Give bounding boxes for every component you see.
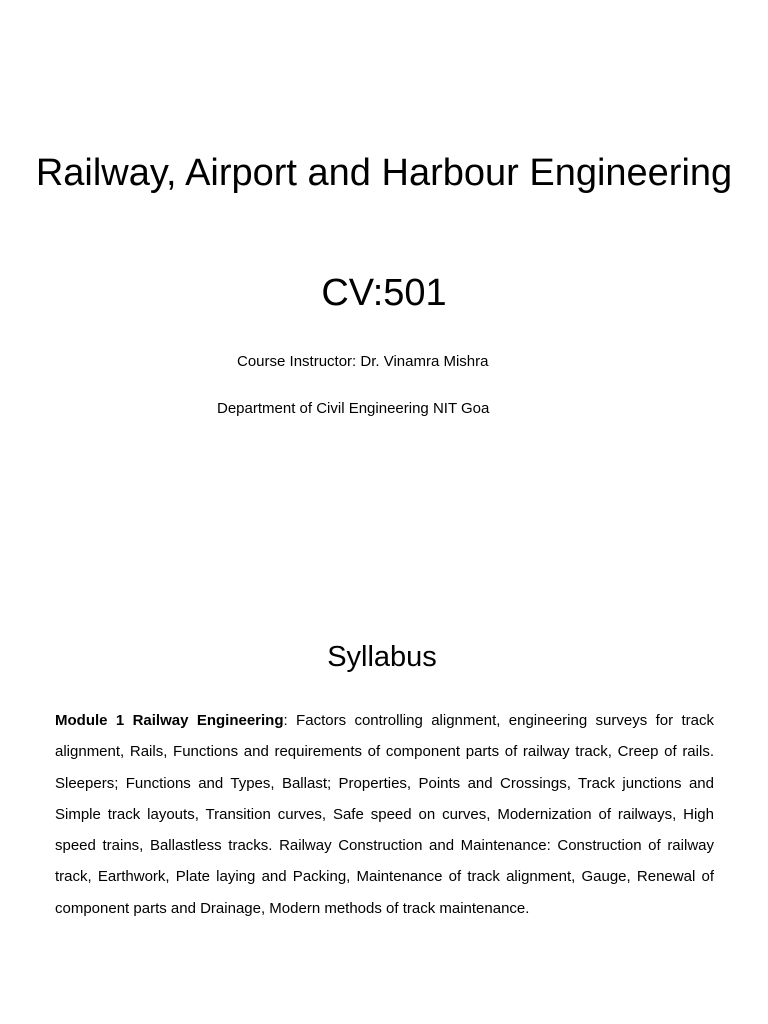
course-instructor: Course Instructor: Dr. Vinamra Mishra bbox=[237, 353, 489, 370]
module-1-label: Module 1 Railway Engineering bbox=[55, 712, 284, 729]
course-code: CV:501 bbox=[321, 272, 447, 314]
document-title: Railway, Airport and Harbour Engineering bbox=[35, 152, 733, 194]
syllabus-heading: Syllabus bbox=[327, 641, 437, 673]
module-1-text: : Factors controlling alignment, engineering surveys for track alignment, Rails, Functions and requirements of component parts of railway track, Creep of rails. Sleepers; Functions and Types, Ballast; Properties, Points and Crossings, Track junctions and Simple track layouts, Transition curves, Safe speed on curves, Modernization of railways, High speed trains, Ballastless tracks. Railway Construction and Maintenance: Construction of railway track, Earthwork, Plate laying and Packing, Maintenance of track alignment, Gauge, Renewal of component parts and Drainage, Modern methods of track maintenance. bbox=[55, 712, 715, 917]
department: Department of Civil Engineering NIT Goa bbox=[217, 400, 490, 417]
module-1-paragraph bbox=[55, 705, 714, 924]
